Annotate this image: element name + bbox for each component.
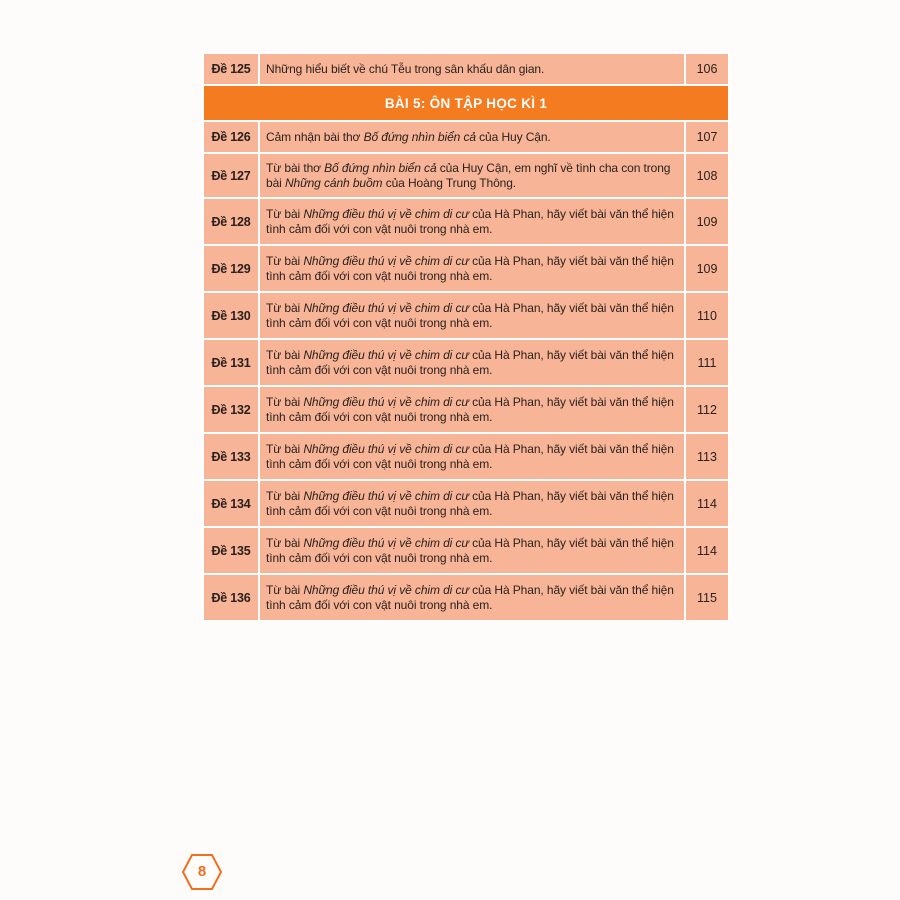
entry-number: Đề 127	[203, 153, 259, 198]
page-number: 8	[197, 863, 207, 880]
entry-page: 112	[685, 386, 729, 433]
toc-row[interactable]	[203, 386, 729, 433]
table-of-contents	[202, 52, 730, 622]
title-italic: Những điều thú vị về chim di cư	[303, 253, 469, 268]
title-text: Từ bài	[266, 441, 304, 456]
entry-title: Những hiểu biết về chú Tễu trong sân khấu dân gian.	[259, 53, 685, 85]
title-italic: Bố đứng nhìn biển cả	[324, 160, 437, 175]
entry-title	[259, 245, 685, 292]
toc-row[interactable]	[203, 153, 729, 198]
entry-number: Đề 132	[203, 386, 259, 433]
title-italic: Những điều thú vị về chim di cư	[303, 206, 469, 221]
entry-page: 115	[685, 574, 729, 621]
toc-row[interactable]	[203, 245, 729, 292]
title-text: của Huy Cận, em nghĩ về tình cha con trong bài	[266, 160, 671, 190]
toc-row[interactable]	[203, 198, 729, 245]
entry-number: Đề 131	[203, 339, 259, 386]
toc-row[interactable]	[203, 480, 729, 527]
entry-title	[259, 480, 685, 527]
entry-page: 110	[685, 292, 729, 339]
entry-title	[259, 292, 685, 339]
entry-title	[259, 121, 685, 153]
title-italic: Những điều thú vị về chim di cư	[303, 535, 469, 550]
entry-title	[259, 339, 685, 386]
toc-row[interactable]	[203, 292, 729, 339]
toc-row[interactable]	[203, 527, 729, 574]
entry-title	[259, 527, 685, 574]
title-text: Từ bài	[266, 488, 304, 503]
title-text: của Hà Phan, hãy viết bài văn thể hiện tình cảm đối với con vật nuôi trong nhà em.	[266, 300, 674, 330]
entry-title	[259, 433, 685, 480]
title-text: Từ bài	[266, 535, 304, 550]
entry-title	[259, 153, 685, 198]
title-text: Từ bài	[266, 347, 304, 362]
title-text: Từ bài	[266, 300, 304, 315]
title-text: Từ bài	[266, 253, 304, 268]
title-italic: Những điều thú vị về chim di cư	[303, 582, 469, 597]
entry-page: 109	[685, 198, 729, 245]
entry-page: 109	[685, 245, 729, 292]
section-header-row	[203, 85, 729, 121]
title-text: Từ bài	[266, 394, 304, 409]
title-italic: Những cánh buồm	[284, 175, 383, 190]
title-text: Cảm nhận bài thơ	[266, 129, 364, 144]
title-text: Từ bài	[266, 582, 304, 597]
page-number-badge	[181, 853, 223, 891]
toc-row[interactable]	[203, 574, 729, 621]
title-text: của Hoàng Trung Thông.	[382, 175, 517, 190]
entry-page: 114	[685, 527, 729, 574]
title-text: Từ bài	[266, 206, 304, 221]
title-text: của Hà Phan, hãy viết bài văn thể hiện tình cảm đối với con vật nuôi trong nhà em.	[266, 253, 674, 283]
entry-page: 106	[685, 53, 729, 85]
title-text: của Hà Phan, hãy viết bài văn thể hiện tình cảm đối với con vật nuôi trong nhà em.	[266, 206, 674, 236]
title-text: của Hà Phan, hãy viết bài văn thể hiện tình cảm đối với con vật nuôi trong nhà em.	[266, 582, 674, 612]
title-text: của Hà Phan, hãy viết bài văn thể hiện tình cảm đối với con vật nuôi trong nhà em.	[266, 488, 674, 518]
entry-number: Đề 126	[203, 121, 259, 153]
title-text: của Hà Phan, hãy viết bài văn thể hiện tình cảm đối với con vật nuôi trong nhà em.	[266, 535, 674, 565]
entry-number: Đề 133	[203, 433, 259, 480]
entry-page: 113	[685, 433, 729, 480]
section-title: BÀI 5: ÔN TẬP HỌC KÌ 1	[203, 85, 729, 121]
entry-page: 114	[685, 480, 729, 527]
entry-page: 108	[685, 153, 729, 198]
entry-title	[259, 198, 685, 245]
entry-number: Đề 129	[203, 245, 259, 292]
title-italic: Những điều thú vị về chim di cư	[303, 488, 469, 503]
title-italic: Bố đứng nhìn biển cả	[363, 129, 476, 144]
entry-number: Đề 125	[203, 53, 259, 85]
title-italic: Những điều thú vị về chim di cư	[303, 441, 469, 456]
entry-number: Đề 128	[203, 198, 259, 245]
toc-row[interactable]	[203, 53, 729, 85]
title-text: của Hà Phan, hãy viết bài văn thể hiện tình cảm đối với con vật nuôi trong nhà em.	[266, 347, 674, 377]
entry-title	[259, 386, 685, 433]
entry-page: 107	[685, 121, 729, 153]
entry-number: Đề 135	[203, 527, 259, 574]
toc-row[interactable]	[203, 339, 729, 386]
title-text: của Hà Phan, hãy viết bài văn thể hiện tình cảm đối với con vật nuôi trong nhà em.	[266, 394, 674, 424]
title-text: Từ bài thơ	[266, 160, 325, 175]
entry-title	[259, 574, 685, 621]
toc-row[interactable]	[203, 121, 729, 153]
title-text: của Huy Cận.	[475, 129, 551, 144]
title-text: của Hà Phan, hãy viết bài văn thể hiện tình cảm đối với con vật nuôi trong nhà em.	[266, 441, 674, 471]
entry-number: Đề 136	[203, 574, 259, 621]
title-italic: Những điều thú vị về chim di cư	[303, 347, 469, 362]
entry-number: Đề 130	[203, 292, 259, 339]
title-italic: Những điều thú vị về chim di cư	[303, 300, 469, 315]
toc-row[interactable]	[203, 433, 729, 480]
title-italic: Những điều thú vị về chim di cư	[303, 394, 469, 409]
entry-page: 111	[685, 339, 729, 386]
entry-number: Đề 134	[203, 480, 259, 527]
